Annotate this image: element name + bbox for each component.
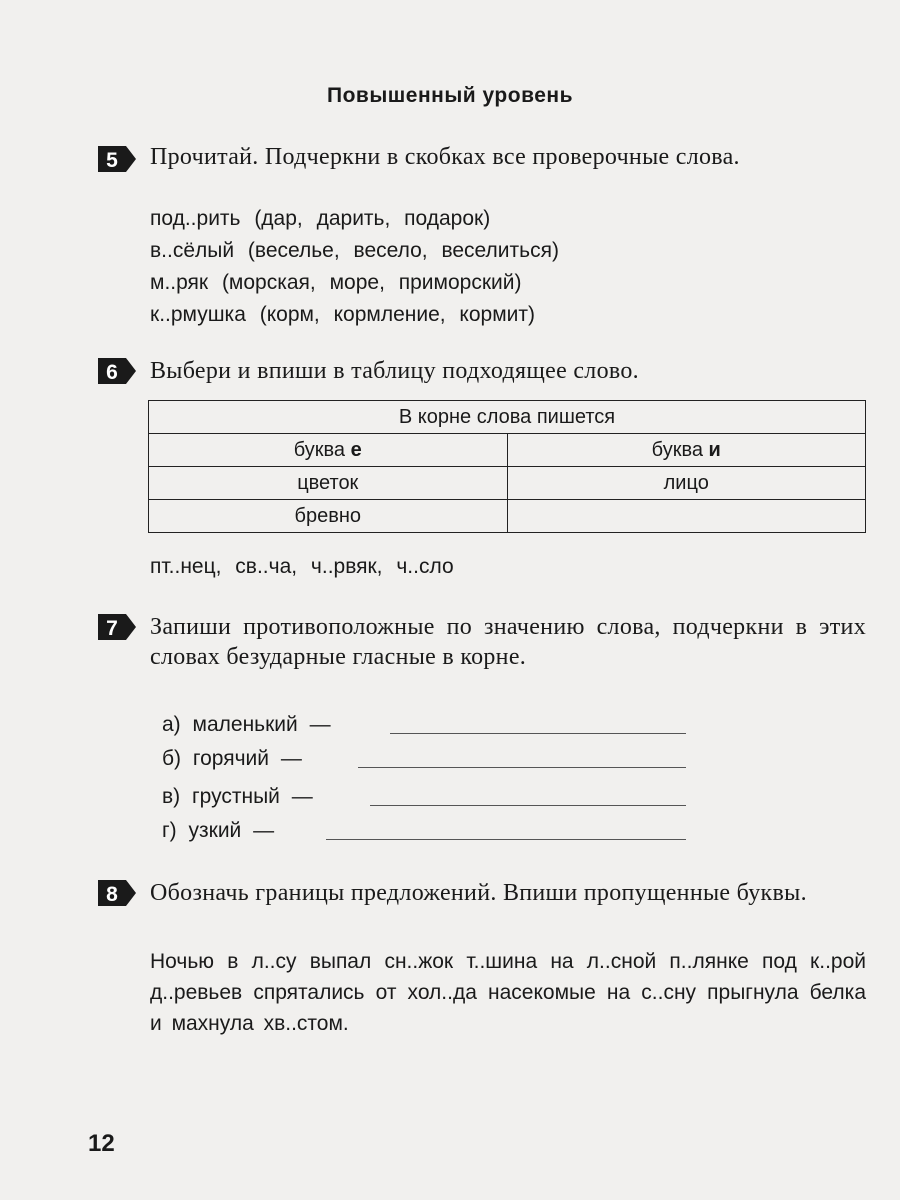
- task-7-instruction: Запиши противоположные по значению слова, подчеркни в этих словах безударные гласные в корне.: [150, 614, 866, 670]
- item-word: маленький: [192, 713, 298, 736]
- column-e-prefix: буква: [293, 438, 346, 461]
- task-7-item-a: [162, 710, 331, 740]
- item-letter: б): [162, 747, 182, 770]
- column-e-letter: е: [350, 438, 362, 461]
- task-6-badge: [96, 356, 138, 386]
- task-7-item-d: [162, 816, 274, 846]
- item-dash: —: [291, 785, 313, 808]
- task-8-number: 8: [106, 883, 118, 906]
- table-header: В корне слова пишется: [149, 401, 866, 434]
- letter-table: [148, 400, 866, 533]
- item-letter: г): [162, 819, 177, 842]
- item-letter: а): [162, 713, 181, 736]
- task-8-badge: [96, 878, 138, 908]
- table-cell[interactable]: бревно: [149, 500, 508, 533]
- task-8-instruction: Обозначь границы предложений. Впиши пропущенные буквы.: [150, 880, 807, 906]
- item-dash: —: [309, 713, 331, 736]
- task-7-badge: [96, 612, 138, 642]
- answer-line-b[interactable]: [358, 767, 686, 768]
- item-word: горячий: [192, 747, 269, 770]
- task-7-item-c: [162, 782, 313, 812]
- column-i-prefix: буква: [651, 438, 703, 461]
- task-6-instruction: Выбери и впиши в таблицу подходящее слово.: [150, 358, 639, 384]
- task-8-text: Ночью в л..су выпал сн..жок т..шина на л..сной п..лянке под к..рой д..ревьев спрятались от хол..да насекомые на с..сну прыгнула белка и махнула хв..стом.: [150, 950, 866, 1035]
- task-5-number: 5: [106, 149, 118, 172]
- item-letter: в): [162, 785, 181, 808]
- item-word: узкий: [188, 819, 242, 842]
- task-5-line-2: в..сёлый (веселье, весело, веселиться): [150, 239, 559, 262]
- task-5-badge: [96, 144, 138, 174]
- column-e-header: [149, 434, 508, 467]
- item-dash: —: [280, 747, 302, 770]
- task-7-number: 7: [106, 617, 118, 640]
- table-cell[interactable]: [507, 500, 866, 533]
- answer-line-c[interactable]: [370, 805, 686, 806]
- column-i-header: [507, 434, 866, 467]
- section-title: Повышенный уровень: [327, 84, 573, 107]
- task-6-number: 6: [106, 361, 118, 384]
- answer-line-d[interactable]: [326, 839, 686, 840]
- answer-line-a[interactable]: [390, 733, 686, 734]
- item-dash: —: [253, 819, 275, 842]
- task-6-words: пт..нец, св..ча, ч..рвяк, ч..сло: [150, 555, 454, 578]
- table-cell[interactable]: цветок: [149, 467, 508, 500]
- page-number: 12: [88, 1130, 115, 1157]
- item-word: грустный: [192, 785, 280, 808]
- table-cell[interactable]: лицо: [507, 467, 866, 500]
- task-7-item-b: [162, 744, 302, 774]
- column-i-letter: и: [708, 438, 721, 461]
- task-5-line-4: к..рмушка (корм, кормление, кормит): [150, 303, 535, 326]
- task-5-line-3: м..ряк (морская, море, приморский): [150, 271, 522, 294]
- task-5-instruction: Прочитай. Подчеркни в скобках все проверочные слова.: [150, 144, 740, 170]
- task-5-line-1: под..рить (дар, дарить, подарок): [150, 207, 491, 230]
